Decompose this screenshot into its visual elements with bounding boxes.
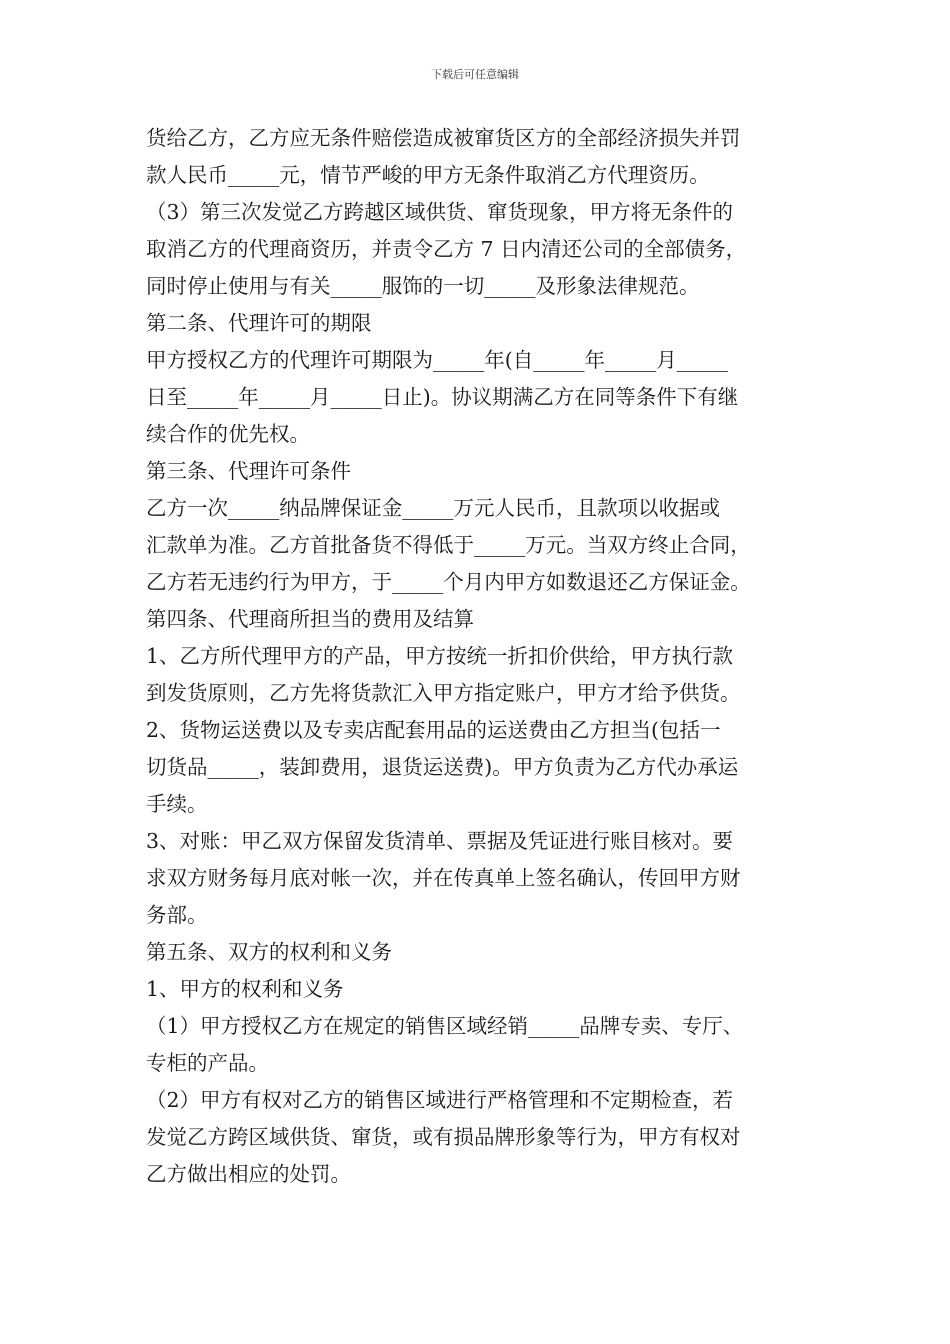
- text-line: 切货品_____，装卸费用，退货运送费)。甲方负责为乙方代办承运: [146, 755, 739, 779]
- text-line: 日至_____年_____月_____日止)。协议期满乙方在同等条件下有继: [146, 385, 739, 409]
- text-line: 乙方做出相应的处罚。: [146, 1162, 351, 1186]
- subsection-heading: 1、甲方的权利和义务: [146, 977, 344, 1001]
- text-line: 乙方一次_____纳品牌保证金_____万元人民币，且款项以收据或: [146, 496, 720, 520]
- text-line: （3）第三次发觉乙方跨越区域供货、窜货现象，甲方将无条件的: [146, 200, 734, 224]
- text-line: 务部。: [146, 903, 208, 927]
- text-line: （2）甲方有权对乙方的销售区域进行严格管理和不定期检查，若: [146, 1088, 734, 1112]
- text-line: 到发货原则，乙方先将货款汇入甲方指定账户，甲方才给予供货。: [146, 681, 741, 705]
- text-line: 求双方财务每月底对帐一次，并在传真单上签名确认，传回甲方财: [146, 866, 741, 890]
- text-line: （1）甲方授权乙方在规定的销售区域经销_____品牌专卖、专厅、: [146, 1014, 744, 1038]
- section-heading: 第五条、双方的权利和义务: [146, 940, 392, 964]
- text-line: 专柜的产品。: [146, 1051, 269, 1075]
- text-line: 发觉乙方跨区域供货、窜货，或有损品牌形象等行为，甲方有权对: [146, 1125, 741, 1149]
- text-line: 乙方若无违约行为甲方，于_____个月内甲方如数退还乙方保证金。: [146, 570, 751, 594]
- text-line: 1、乙方所代理甲方的产品，甲方按统一折扣价供给，甲方执行款: [146, 644, 734, 668]
- text-line: 货给乙方，乙方应无条件赔偿造成被窜货区方的全部经济损失并罚: [146, 126, 741, 150]
- text-line: 取消乙方的代理商资历，并责令乙方 7 日内清还公司的全部债务，: [146, 237, 747, 261]
- section-heading: 第四条、代理商所担当的费用及结算: [146, 607, 474, 631]
- text-line: 款人民币_____元，情节严峻的甲方无条件取消乙方代理资历。: [146, 163, 710, 187]
- page-header: 下载后可任意编辑: [431, 68, 519, 81]
- text-line: 手续。: [146, 792, 208, 816]
- text-line: 同时停止使用与有关_____服饰的一切_____及形象法律规范。: [146, 274, 700, 298]
- text-line: 汇款单为准。乙方首批备货不得低于_____万元。当双方终止合同，: [146, 533, 751, 557]
- section-heading: 第三条、代理许可条件: [146, 459, 351, 483]
- text-line: 2、货物运送费以及专卖店配套用品的运送费由乙方担当(包括一: [146, 718, 721, 742]
- text-line: 3、对账：甲乙双方保留发货清单、票据及凭证进行账目核对。要: [146, 829, 734, 853]
- section-heading: 第二条、代理许可的期限: [146, 311, 372, 335]
- text-line: 甲方授权乙方的代理许可期限为_____年(自_____年_____月_____: [146, 348, 728, 372]
- text-line: 续合作的优先权。: [146, 422, 310, 446]
- document-body: [146, 120, 826, 1193]
